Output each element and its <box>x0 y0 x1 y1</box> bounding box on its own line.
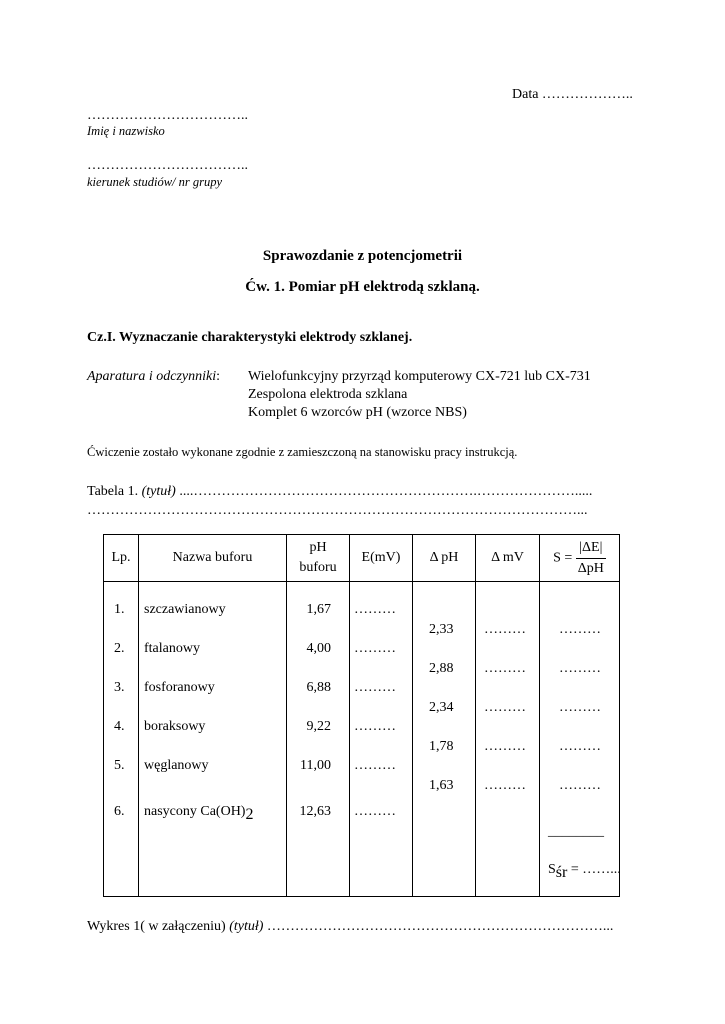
buffer-table <box>103 534 620 897</box>
buffer-name-subscript: 2 <box>245 806 254 823</box>
slope-fraction <box>576 538 606 579</box>
table-caption-title-tag: (tytuł) <box>141 484 176 499</box>
buffer-name <box>144 804 253 824</box>
buffer-name: węglanowy <box>144 758 209 773</box>
ph-column <box>287 582 350 897</box>
delta-mv-blank: ……… <box>484 778 526 793</box>
table-body-row <box>104 582 620 897</box>
slope-average-underline: ________ <box>548 824 604 839</box>
row-lp: 6. <box>114 804 125 819</box>
buffer-name: boraksowy <box>144 719 206 734</box>
buffer-name-text: nasycony Ca(OH) <box>144 804 246 819</box>
section-heading: Cz.I. Wyznaczanie charakterystyki elektrody szklanej. <box>87 330 413 345</box>
apparatus-item: Wielofunkcyjny przyrząd komputerowy CX-721 lub CX-731 <box>248 369 591 384</box>
apparatus-label: Aparatura i odczynniki <box>87 369 217 384</box>
chart-caption-prefix: Wykres 1( w załączeniu) <box>87 919 226 934</box>
slope-numerator: |ΔE| <box>576 538 606 559</box>
slope-average <box>548 862 621 882</box>
buffer-ph: 6,88 <box>306 680 331 695</box>
delta-mv-column <box>476 582 540 897</box>
emv-blank: ……… <box>354 719 396 734</box>
header-ph-line2: buforu <box>299 560 337 575</box>
slope-blank: ……… <box>559 700 601 715</box>
slope-average-symbol: S <box>548 862 556 877</box>
header-slope-prefix: S = <box>553 550 573 566</box>
delta-ph-value: 2,33 <box>429 622 454 637</box>
buffer-ph: 1,67 <box>306 602 331 617</box>
header-ph-line1: pH <box>309 540 327 555</box>
date-field: Data ……………….. <box>512 87 633 102</box>
group-dotted-line: …………………………….. <box>87 158 248 173</box>
delta-mv-blank: ……… <box>484 700 526 715</box>
emv-blank: ……… <box>354 602 396 617</box>
header-slope <box>540 535 620 582</box>
name-dotted-line: …………………………….. <box>87 108 248 123</box>
header-lp: Lp. <box>104 535 139 582</box>
delta-mv-blank: ……… <box>484 622 526 637</box>
header-emv: E(mV) <box>350 535 413 582</box>
emv-blank: ……… <box>354 804 396 819</box>
emv-blank: ……… <box>354 680 396 695</box>
apparatus-item: Zespolona elektroda szklana <box>248 387 408 402</box>
buffer-ph: 11,00 <box>300 758 331 773</box>
delta-ph-column <box>413 582 476 897</box>
row-lp: 2. <box>114 641 125 656</box>
buffer-ph: 4,00 <box>306 641 331 656</box>
header-buffer-name: Nazwa buforu <box>139 535 287 582</box>
row-lp: 5. <box>114 758 125 773</box>
delta-ph-value: 2,88 <box>429 661 454 676</box>
buffer-ph: 12,63 <box>299 804 331 819</box>
emv-column <box>350 582 413 897</box>
slope-blank: ……… <box>559 622 601 637</box>
report-title: Sprawozdanie z potencjometrii <box>262 248 463 264</box>
chart-caption-dots: ………………………………………………………………... <box>266 919 614 934</box>
delta-ph-value: 1,63 <box>429 778 454 793</box>
table-caption-dots: ....…………………………………………………….…………………..... <box>179 484 593 499</box>
apparatus-item: Komplet 6 wzorców pH (wzorce NBS) <box>248 405 467 420</box>
emv-blank: ……… <box>354 758 396 773</box>
lp-column <box>104 582 139 897</box>
slope-column <box>540 582 620 897</box>
chart-caption-title-tag: (tytuł) <box>229 919 264 934</box>
table-caption-dots-line: ……………………………………………………………………………………………... <box>87 503 588 518</box>
delta-mv-blank: ……… <box>484 661 526 676</box>
header-ph <box>287 535 350 582</box>
apparatus-label-wrap <box>87 369 220 385</box>
chart-caption <box>87 919 613 935</box>
apparatus-colon: : <box>216 369 220 384</box>
slope-average-value: = ……... <box>567 862 621 877</box>
table-caption <box>87 484 592 500</box>
slope-average-subscript: śr <box>555 864 568 881</box>
row-lp: 1. <box>114 602 125 617</box>
name-label: Imię i nazwisko <box>87 124 165 138</box>
buffer-ph: 9,22 <box>306 719 331 734</box>
slope-denominator: ΔpH <box>577 560 604 576</box>
group-label: kierunek studiów/ nr grupy <box>87 175 223 189</box>
header-delta-mv: Δ mV <box>476 535 540 582</box>
header-delta-ph: Δ pH <box>413 535 476 582</box>
buffer-name-column <box>139 582 287 897</box>
row-lp: 4. <box>114 719 125 734</box>
table-caption-prefix: Tabela 1. <box>87 484 139 499</box>
slope-blank: ……… <box>559 778 601 793</box>
table-header-row <box>104 535 620 582</box>
slope-blank: ……… <box>559 661 601 676</box>
buffer-name: ftalanowy <box>144 641 200 656</box>
delta-ph-value: 1,78 <box>429 739 454 754</box>
slope-blank: ……… <box>559 739 601 754</box>
buffer-name: fosforanowy <box>144 680 215 695</box>
exercise-title: Ćw. 1. Pomiar pH elektrodą szklaną. <box>245 279 480 295</box>
instruction-note: Ćwiczenie zostało wykonane zgodnie z zamieszczoną na stanowisku pracy instrukcją. <box>87 445 518 459</box>
buffer-name: szczawianowy <box>144 602 226 617</box>
delta-ph-value: 2,34 <box>429 700 454 715</box>
emv-blank: ……… <box>354 641 396 656</box>
row-lp: 3. <box>114 680 125 695</box>
delta-mv-blank: ……… <box>484 739 526 754</box>
